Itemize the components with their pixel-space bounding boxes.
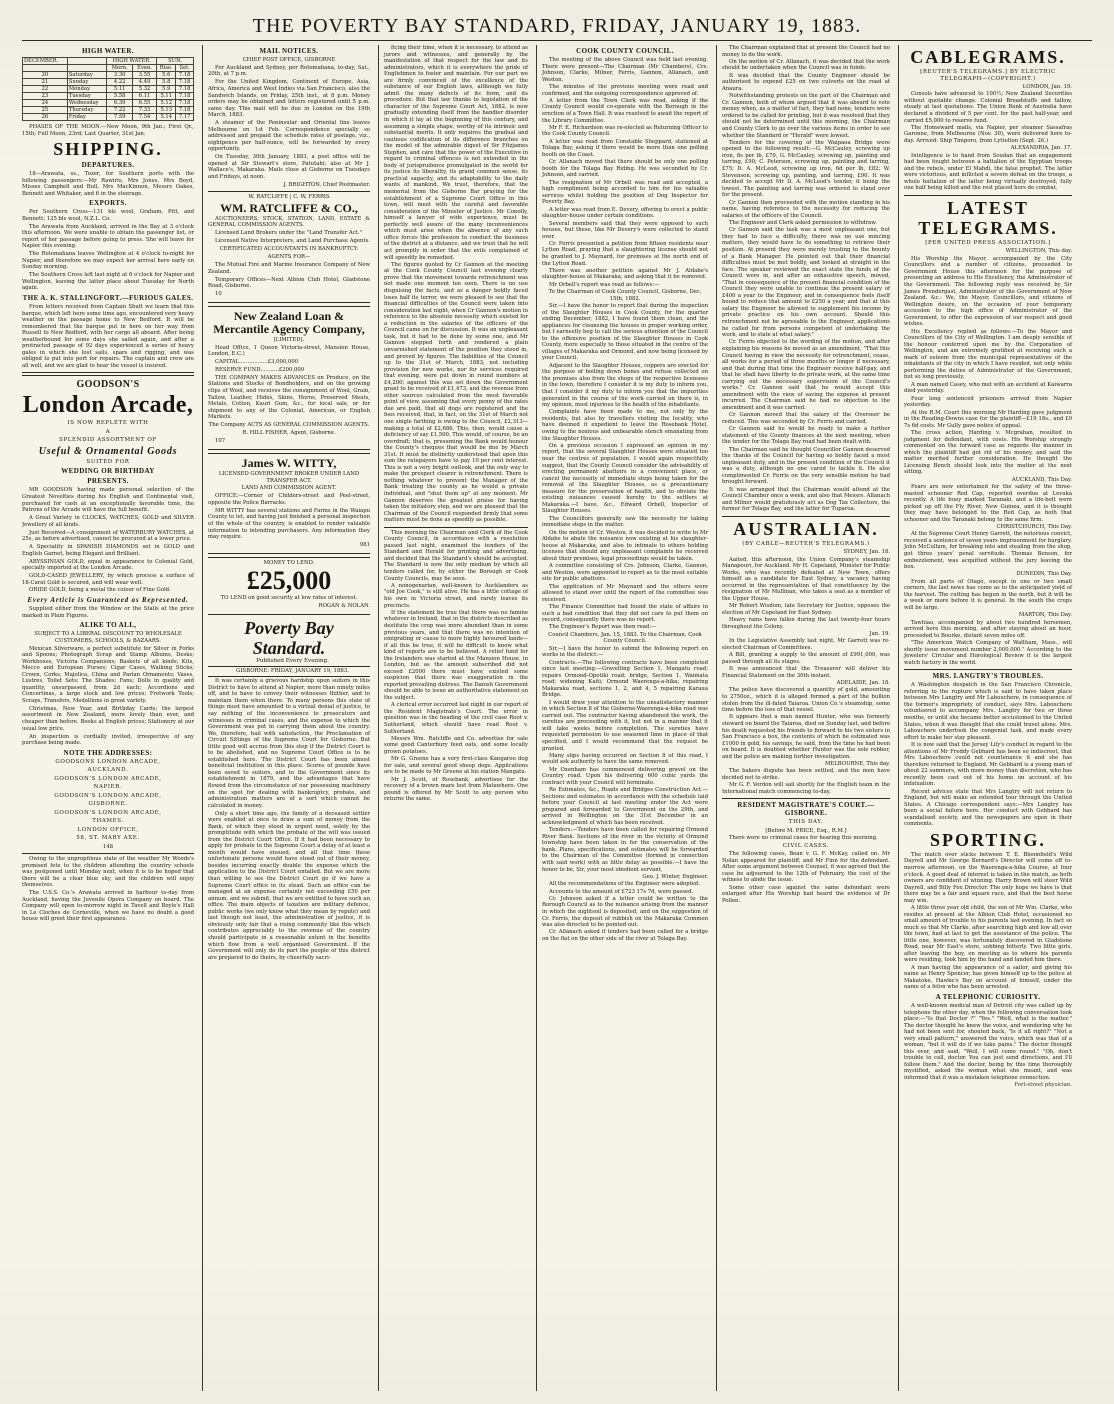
news-dateline: Jan. 19. [869, 631, 890, 638]
address-line: LONDON OFFICE, [77, 826, 139, 833]
money-amount: £25,000 [246, 566, 332, 596]
tide-row [23, 107, 194, 114]
address-line: 58, ST. MARY AXE. [76, 835, 140, 842]
tide-subheader-set: Set. [176, 65, 194, 72]
money-heading: MONEY TO LEND. [263, 559, 315, 566]
council-paragraph: Adjacent to the Slaughter Houses, coppers are erected for the purpose of boiling down bones and refuse collected on the premises also from the shops of the respective licensees in the town, therefore I consider it is my duty to inform you, that I consider it my duty to inform you that the impurities generated in the course of the work carried on there is, in my opinion, most injurious to the health of the inhabitants. [542, 362, 708, 409]
arcade-item: A Great Variety in CLOCKS, WATCHES, GOLD and SILVER Jewellery of all kinds. [22, 515, 194, 528]
news-item: From all parts of Otago, except in one or two small corners, the last news has come as to the anticipated yield of the harvest. The cutting has begun in the north, but it will be a week or more before it is general. In the south the crops will be large. [904, 578, 1072, 611]
news-dateline: ADELAIDE, Jan. 18. [836, 680, 890, 687]
rm-text: There were no criminal cases for hearing this morning. [729, 835, 878, 842]
editorial-paragraph: A clerical error occurred last night in our report of the Resident Magistrate's Court. The error in question was in the heading of the civil case Root v. Sutherland, which should have read Root v. Sutherland. [384, 702, 528, 735]
civil-text: The following cases, Bean v. G. F. McKay, called on. Mr Nolan appeared for plaintiff, and Mr Finn for the defendant. After some argument between Counsel, it was agreed that the case be adjourned to the 12th of February, the cost of the witness to abide the issue. [722, 851, 890, 884]
tide-subheader-rise: Rise. [157, 65, 176, 72]
tide-cell: 7.33 [133, 107, 157, 114]
tide-cell: 7.59 [107, 114, 133, 121]
column-5 [716, 45, 894, 1391]
editorial-paragraph: ficing their time, when it is necessary, to attend as jurors and witnesses, and generally by the manifestation of that respect for the law and its administrators, which it is everywhere the pride of Englishmen to foster and maintain. For our part we are firmly convinced of the excellence of the substance of our English laws, although we fully admit the many defects of its form, and its procedure. But that law thanks to legislation of the character of the Supreme Court Act, 1882, is now gradually extending itself from the handier disorder in which it lay at the beginning of this century, and assuming a simple shape, worthy of its intrinsic and substantial merits. It only requires the gradual and cautious codification of its difference branches on the model of the admirable digest of Sir Fitzjames Stephen, and care that the power of the Executive in regard to criminal offences is not extended in the body of jurisprudence promulgated in the world for its justice its liberality, its grand common sense, its practical sagacity, and its adaptability to the daily wants of mankind. We trust, therefore, that the memorial from the Gisborne Bar praying for the establishment of a Supreme Court Office in this town, will meet with the careful and favorable consideration of the Minister of Justice. Mr Conolly, himself a lawyer of wide experience, must be perfectly well aware of the many inconveniences which must arise when the absence of any such office forces the profession to conduct the business of the district at a distance, and we trust that he will act promptly in order that the evils complained of will speedily be remedied. [384, 45, 528, 261]
tide-cell: 7.18 [176, 86, 194, 93]
witty-name: James W. WITTY, [241, 455, 337, 470]
ratcliffe-line: Licensed Native Interpreters, and Land Purchase Agents. [215, 238, 370, 245]
tide-cell: 5.13 [157, 107, 176, 114]
nzloan-number: 107 [215, 438, 226, 445]
news-item: The Homeward mails, via Napier, per steamer Sassafras Garonne, from Melbourne (Nov. 30), were delivered here to-day. Arrived: Ship Timporo, from Lyttelton (Sept. 26.) [904, 124, 1072, 144]
news-item: Four long sentenced prisoners arrived from Napier yesterday. [904, 395, 1072, 409]
tide-cell: Wednesday [67, 100, 107, 107]
news-item: The police have discovered a quantity of gold, amounting to 2750oz., which it is alleged formed a part of the bullion stolen from the ill-fated Taiaroa. Union Co.'s steamship, some time before the loss of that vessel. [722, 687, 890, 714]
news-dateline: ALEXANDRIA, Jan. 17. [1010, 145, 1072, 152]
council-paragraph: Cr Gannon said the task was a most unpleasant one, but they had to face a difficulty, there was no use mincing matters, they would have to do something to retrieve their position. At present they were merely trusting to the bounty of a Bank Manager. He pointed out that their financial difficulties must be met boldly, and looked at straight in the face. The speaker reviewed the exact state the funds of the Council were in, and after an exhaustive speech, moved, "That in consequence of the present financial condition of the Council they were unable to continue the present salary of £400 a year to the Engineer, and in consequence feels itself bound to reduce that amount to £250 a year, and that at this salary the Engineer be allowed to supplement his income by private practice on his own account. Should this retrenchment not be agreeable to the Engineer, applications be called for from persons competent of undertaking the work, and to state at what salary." [722, 227, 890, 339]
tide-row [23, 93, 194, 100]
bottom-text: Owing to the unpropitious state of the weather Mr Woods's promised fete to the children attending the country schools was postponed until Monday next, when it is to be hoped that there will be a clear blue sky, and the children will enjoy themselves. [22, 856, 194, 889]
news-item: A man named Casey, who met with an accident at Kaiwarra died yesterday. [904, 381, 1072, 395]
column-6 [898, 45, 1076, 1391]
money-sign: ROGAN & NOLAN. [318, 603, 370, 610]
mail-signature: J. BRIGHTON, Chief Postmaster. [283, 181, 370, 188]
tide-cell: 7.18 [176, 100, 194, 107]
hawkes-text: A man having the appearance of a sailor, and giving his name as Henry Spencer, has given himself up to the police at Makatoke, Hawke's Bay on account of himself, under the name of a felon who has been arrested. [904, 964, 1072, 991]
latest-subheading: [PER UNITED PRESS ASSOCIATION.] [925, 239, 1051, 246]
tide-cell: 3.30 [107, 72, 133, 79]
council-paragraph: Sir,—I have the honor to report that during the inspection of the Slaughter Houses in Cook County, for the quarter ending December, 1882, I have found them clean, and the appliances for cleansing the houses in proper working order, but I earnestly beg to call the serious attention of the Council to the offensive position of the Slaughter Houses in Cook County, more especially to those situated in the centre of the villages of Makaraka and Ormond, and now being licensed by your Council. [542, 303, 708, 362]
exports-heading: EXPORTS. [89, 199, 127, 208]
council-paragraph: Cr. Ferris objected to the wording of the motion, and after explaining his reasons he moved as an amendment, "That this Council having in view the necessity for retrenchment, cease, all works for a period of three months or longer if necessary, and that during that time the Engineer receive half-pay, and that he shall have liberty to do private work, at the same time carrying out the necessary supervision of the Council's works." Cr. Gannon said that he would accept this amendment with the view of saving the expense at present incurred. The Chairman said he had no objection to the amendment and it was carried. [722, 339, 890, 411]
tide-cell: 4.49 [133, 79, 157, 86]
tide-cell: Tuesday [67, 93, 107, 100]
council-paragraph: The Chairman explained that at present the Council had no money to do the work. [722, 45, 890, 58]
tide-cell: 5.6 [157, 72, 176, 79]
tide-cell: Saturday [67, 72, 107, 79]
witty-line: OFFICE:—Corner of Childers-street and Peel-street, opposite the Police Barracks. [208, 493, 370, 506]
council-paragraph: The Chairman said he thought Councillor Gannon deserved the thanks of the Council for having so boldly faced a most unpleasant duty, and in the present condition of the Council it was a duty, although no one cared to tackle it. He also complimented Cr. Ferris on the very sensible motion he had brought forward. [722, 446, 890, 486]
council-paragraph: Cr. Allanach moved that there should be only one polling booth for the Tolaga Bay Riding. He was seconded by Cr. Johnson, and carried. [542, 159, 708, 179]
arcade-item: ORIDE GOLD, being a metal the colour of Fine Gold. [29, 587, 171, 594]
council-paragraph: Mr Oxenham has commenced delivering gravel on the Country road. Upon his delivering 600 cubic yards the contract with your Council will terminate. [542, 766, 708, 786]
council-paragraph: Contracts.—The following contracts have been completed since last meeting:—Gravelling Section 1, Mangatu road; repairs Ormond-Opotiki road; bridge, Section 1, Waimata road; widening Kaiti; Ormond Waerenga-a-hika; repairing Makaraka road, sections 1, 2, and 4, 5 repairing Karaua Bridge. [542, 659, 708, 699]
tide-cell: 25 [23, 107, 68, 114]
tide-row [23, 114, 194, 121]
council-paragraph: Council Chambers, Jan. 15, 1883. To the Chairman, Cook County Council. [548, 631, 702, 645]
nzloan-advert [208, 306, 370, 450]
news-item: Tawhiao, accompanied by about two hundred horsemen, arrived here this morning, and after staying about an hour, proceeded to Bourke, distant seven miles off. [904, 619, 1072, 639]
news-dateline: DUNEDIN, This Day. [1016, 571, 1072, 578]
editorial-paragraph: Mr G. Greene has a very first-class Kangaroo dog for sale, and several good sheep dogs. Applications are to be made to Mr Greene at his station Mangatu. [384, 756, 528, 776]
liberal-text: SUBJECT TO A LIBERAL DISCOUNT TO WHOLESALE CUSTOMERS, SCHOOLS, & BAZAARS. [34, 631, 182, 644]
council-closing: Cr. Johnson asked if a letter could be written to the Borough Council as to the nuisance arising from the manner in which the nightsoil is deposited, and on the suggestion of Cr. Ferris, the deposit of rubbish on the Makaraka Common was also directed to be pointed out. [542, 895, 708, 929]
witty-advert [208, 453, 370, 554]
all-to-all: ALIKE TO ALL, [79, 621, 137, 630]
tide-row [23, 72, 194, 79]
tide-cell: 7.18 [176, 72, 194, 79]
section-divider [904, 195, 1072, 196]
tide-header-date: DECEMBER. [23, 58, 68, 65]
tide-table-subheader-row [23, 65, 194, 72]
arcade-feature-line: Useful & Ornamental Goods [38, 445, 178, 457]
ratcliffe-line: Temporary Offices—Next Albion Club Hotel, Gladstone Road, Gisborne. [208, 276, 370, 290]
nzloan-capital: CAPITAL.................£3,000,000 [215, 359, 299, 366]
tide-cell: 3.55 [133, 72, 157, 79]
council-closing: Accounts to the amount of £723 17s 7d, were passed. [549, 888, 694, 895]
exports-text: Per Southern Cross—131 bls wool, Graham, Pitt, and Bennett; 125 bls wool, N.Z.L. Co. [22, 209, 194, 222]
shipping-paragraph: The Southern Cross left last night at 6 o'clock for Napier and Wellington, leaving the latter place about Tuesday for North again. [22, 272, 194, 292]
council-paragraph: Cr Gannon said he would be ready to make a further statement of the County finances at the next meeting, when the tender for the Tolaga Bay road had been dealt with. [722, 426, 890, 446]
langtry-paragraph: Recent advices state that Mrs Langtry will not return to England, but will make an extended tour through the United States. A Chicago correspondent says:—Mrs Langtry has been a social failure here. Her conduct with Gebhard has scandalised society, and the newspapers are open in their comments. [904, 788, 1072, 828]
latest-heading: LATEST TELEGRAMS. [918, 197, 1058, 238]
tide-cell: 4.22 [107, 79, 133, 86]
news-dateline: LONDON, Jan. 19. [1022, 84, 1072, 90]
accident-text: A little three year old child, the son of Mr Wm. Clarke, who resides at present at the Albion Club Hotel, occasioned no small amount of trouble to his parents last evening. In fact so much so that Mr Clarke, after searching high and low all over the town, had at last to get the assistance of the police. The little one, however, was fortunately discovered in Gladstone Road, near Mr East's store, sobbing bitterly. Two little girls, after leaving the boy, on meeting as to where his parents were residing, took him by the hand and landed him there. [904, 905, 1072, 964]
moon-phases-note: PHASES OF THE MOON.—New Moon, 9th Jan.; First Qr., 15th; Full Moon, 23rd; Last Quarter, 31st Jan. [22, 124, 194, 137]
tide-cell: 6.11 [133, 93, 157, 100]
tide-cell: 5.8 [157, 79, 176, 86]
tide-header-sun: SUN. [157, 58, 194, 65]
address-line: GOODSON'S LONDON ARCADE, [54, 809, 162, 816]
section-divider [904, 669, 1072, 670]
council-paragraph: Mr Orbell's report was read as follows:— [549, 281, 660, 288]
council-paragraph: A committee consisting of Crs. Johnson, Clarke, Gannon, and Weston, were appointed to report as to the most suitable site for public abattoirs. [542, 563, 708, 583]
news-item: Heavy rains have fallen during the last twenty-four hours throughout the Colony. [722, 617, 890, 630]
guarantee-line: Every Article is Guaranteed as Represented. [27, 596, 189, 605]
news-dateline: CHRISTCHURCH, This Day. [996, 524, 1072, 531]
news-dateline: AUCKLAND, This Day. [1011, 476, 1072, 483]
inspection-text: An inspection is cordially invited, irrespective of any purchase being made. [22, 733, 194, 747]
council-paragraph: Several members said that they were opposed to such houses, but these, like Mr Devery's were collected to stand over. [542, 220, 708, 240]
tide-cell: Sunday [67, 79, 107, 86]
council-paragraph: Sir,—I have the honor to submit the following report on works in the district:— [542, 645, 708, 659]
arcade-line: IS NOW REPLETE WITH [67, 420, 149, 427]
tide-header-high-water: HIGH WATER. [107, 58, 157, 65]
tide-subheader-morn: Morn. [107, 65, 133, 72]
news-dateline: MARTON, This Day. [1018, 612, 1072, 619]
witty-number: 981 [359, 542, 370, 548]
news-item: Consols have advanced to 100½; New Zealand Securities without quotable change. Colonial Breadstuffs and tallow, steady at last quotations. The Union Bank of Australia have declared a dividend of 5 per cent. for the past half-year, and carried £5,000 to reserve fund. [904, 91, 1072, 124]
australian-subheading: (BY CABLE—REUTER'S TELEGRAMS.) [742, 540, 870, 547]
tide-cell: 22 [23, 86, 68, 93]
nzloan-reserve: RESERVE FUND...........£200,000 [215, 367, 305, 373]
section-divider [22, 853, 194, 854]
council-paragraph: Cr Gannon then proceeded with the motion standing in his name, having reference to the necessity for reducing the salaries of the officers of the Council. [722, 199, 890, 219]
arcade-line: WEDDING OR BIRTHDAY [61, 467, 155, 476]
ratcliffe-line: AGENTS FOR— [267, 254, 311, 261]
witty-line: MR WITTY has several stations and Farms in the Waiapu County to let, and having just finished a personal inspection of the whole of the country, is enabled to render valuable information to intending purchasers. Any information they may require. [208, 507, 370, 541]
council-paragraph: The Finance Committee had found the state of affairs in such a bad condition that they did not care to put them on record, consequently there was no report. [542, 604, 708, 624]
tide-cell: 5.12 [157, 100, 176, 107]
mail-line: For Auckland and Sydney, per Rotomahana, to-day, Sat., 20th, at 7 p.m. [208, 64, 370, 78]
tide-cell: 6.39 [107, 100, 133, 107]
langtry-paragraph: A Washington despatch in the San Francisco Chronicle, referring to the rupture which is said to have taken place between Mrs Langtry and Mr Labouchere, in consequence of the former's impropriety of conduct, says Mrs. Labouchere volunteered to accompany Mrs. Langtry for two or three months, or until she became better accustomed to the United States, when it was thought that she could travel alone. Mrs. Labouchere undertook the congenial task, and made every effort to make her stay pleasant. [904, 682, 1072, 741]
council-paragraph: Cr. Ferris presented a petition from fifteen residents near Lytton Road, praying that a slaughtering license should not be granted to J. Maynard, for premises at the north end of the Lytton Road. [542, 240, 708, 267]
arcade-line: PRESENTS. [87, 477, 129, 486]
tide-cell: 5.11 [107, 86, 133, 93]
gale-text: From letters received from Captain Shutt we learn that this barque, which left here some time ago, encountered very heavy weather on the passage home to New Bedford. It will be remembered that the barque put in here on her way from Russell to New Bedford, with her cargo all aboard. After being weatherbound for some days she sailed again, and after a protracted passage of 92 days experienced a series of heavy gales in which she lost sails, spars and rigging, and was obliged to put into port for repairs. The captain and crew are all well, and we are glad to hear the vessel is insured. [22, 304, 194, 369]
tide-cell: 7.18 [176, 79, 194, 86]
tide-row [23, 86, 194, 93]
supply-text: Supplied either from the Window or the Stalls at the price marked in Plain Figures. [22, 606, 194, 619]
column-3 [378, 45, 532, 1391]
ratcliffe-line: CERTIFICATED ACCOUNTANTS IN BANKRUPTCY. [219, 246, 359, 253]
news-item: "The American Watch Company of Waltham, Mass., will shortly issue movement number 2,000,000." According to the Jewelers' Circular and Horological Review it is the largest watch factory in the world. [904, 640, 1072, 666]
council-paragraph: Cr Gannon moved that the salary of the Overseer be reduced. This was seconded by Cr. Ferris and carried. [722, 412, 890, 425]
tide-table [22, 57, 194, 121]
ratcliffe-advert [208, 191, 370, 303]
council-paragraph: Complaints have been made to me, not only by the residents, but also by travellers visiting the locality, who have deemed it expedient to leave the Rosebank Hotel, owing to the noxious and unbearable stench emanating from the Slaughter Houses. [542, 409, 708, 442]
tide-cell: 6.55 [133, 100, 157, 107]
cablegrams-subheading: [REUTER'S TELEGRAMS.] BY ELECTRIC TELEGRAPH—(COPYRIGHT.) [920, 69, 1056, 82]
column-2 [202, 45, 374, 1391]
news-item: In the Legislative Assembly last night, Mr Garrett was re-elected Chairman of Committees. [722, 638, 890, 651]
news-item: Fears are now entertained for the safety of the three-masted schooner Red Cap, reported overdue at Levuka recently. A life buoy marked Taranaki, and a life-belt were picked up off the Fly River, New Guinea, and it is thought they may have belonged to the Red Cap, as both that schooner and the Taranaki belong to the same firm. [904, 483, 1072, 523]
council-paragraph: It was decided that the County Engineer should be authorised to expend £25 on two culverts on the road at Anaura. [722, 72, 890, 92]
news-item: It appears that a man named Hunter, who was formerly steward on board the Taiaroa, died on Sunday last, and before his death requested his friends to forward to his two sisters in San Francisco a box, the contents of which he estimated was £1000 in gold, his savings, he said, from the time he had been on board. It is doubted whether Hunter was the sole robber, and the police are making further investigation. [722, 714, 890, 760]
editorial-paragraph: It was certainly a grievous hardship upon suitors in this District to have to attend at Napier, more than ninety miles off, and to have to convey their witnesses thither, and to maintain them when there. To many persons this state of things must have amounted to a virtual denial of justice, to say nothing of the inconvenience to prosecutors and witnesses in criminal cases, and the expense to which the Government was put in carrying them about the country. We, therefore, hail with satisfaction, the Proclamation of Circuit Sittings of the Supreme Court for Gisborne. But little good will accrue from this step if the District Court is to be abolished, and no Supreme Court Office is to be established here. The District Court has been almost beneficial institution in this place. Scores of pounds have been saved to suitors, and to the Government since its establishment in 1879, and the advantages that have flowed from the circumstance of our possessing machinery on the spot for dealing with bankruptcy, probate, and administration matters are of a sort which cannot be calculated in money. [208, 678, 370, 809]
news-dateline: WELLINGTON, This day. [1005, 248, 1072, 255]
section-divider [384, 527, 528, 528]
council-paragraph: On the motion of Cr. Weston, it was decided to write to Mr Aldabe to abate the nuisance now existing at his slaughter-house at Makaraka, and also to intimate to others holding licenses that should any unpleasant complaints be received about their premises, legal proceedings would be taken. [542, 529, 708, 562]
council-paragraph: A letter from the Town Clerk was read, asking if the County Council would co-operate with the Borough in the erection of a Town Hall. It was resolved to await the report of the Library Committee. [542, 97, 708, 124]
council-paragraph: A letter was read from E. Devery, offering to erect a public slaughter-house under certain conditions. [542, 206, 708, 220]
editorial-paragraph: The figures quoted by Cr Gannon at the meeting at the Cook County Council last evening clearly prove that the movement towards retrenchment was not made one moment too soon. There is no use disguising the facts, and as a danger boldly faced loses half its terror, we were pleased to see that the financial difficulties of the Council were taken into consideration last night, when Cr Gannon's motion in reference to the absolute necessity which existed for a reduction in the salaries of the officers of the Council came on for discussion. It was an unpleasant task, but it had to be done by some one, and Mr Gannon stepped forth and rendered a plain unvarnished statement of the position they stood in, and proved by figures. The liabilities of the Council up to the 31st of March, 1883, not including provision for new works, nor for services required that evening, were put down in round numbers at £4,200; against this was set down the Government grant to be received of £1,473, and the revenue from other sources calculated from the most favorable point of view, assuming that every penny of the rates due are paid, that all dogs are registered and the fees received, that, in fact, on the 31st of March not one single farthing is owing to the Council, £2,313—making a total of £2,686. This, then, would cause a deficiency of say £1,500. This would, of course, be an overdraft; that is, presuming the Bank would honour the County's cheques that would be due by March 31st. It must be distinctly understood that upon this sum the ratepayers have to pay 10 per cent interest. This is not a very bright outlook, and the only way to make the prospect clearer is retrenchment. There is nothing whatever to prevent the Manager of the Bank treating the county as he would a private individual, and "shut them up" at any moment. Mr Gannon deserves the greatest praise for having taken the initiatory step, and we are pleased that the Chairman of the Council responded firmly that some matters must be done as speedily as possible. [384, 261, 528, 524]
goodson-heading: GOODSON'S [76, 379, 140, 391]
address-line: GISBORNE. [88, 801, 128, 808]
addresses-heading: NOTE THE ADDRESSES: [63, 748, 153, 757]
tide-subheader-blank-1 [23, 65, 68, 72]
ratcliffe-line: AUCTIONEERS, STOCK, STATION, LAND, ESTATE & GENERAL COMMISSION AGENTS. [208, 215, 370, 229]
australian-heading: AUSTRALIAN. [733, 518, 879, 539]
tide-cell: Thursday [67, 107, 107, 114]
address-line: GOODSON'S LONDON ARCADE, [54, 775, 162, 782]
news-item: The bakers dispute has been settled, and the men have decided not to strike. [722, 768, 890, 781]
council-paragraph: It was arranged that the Chairman would attend at the Council Chamber once a week, and also that Messrs. Allanach and Milner would gratuitously act as Dog Tax Collectors, the former for Tolaga Bay, and the latter for Tuparoa. [722, 486, 890, 513]
council-paragraph: There was another petition against Mr J. Aldabe's slaughter-house at Makaraka, and asking that it be removed. [542, 267, 708, 281]
paper-title: Poverty Bay Standard. [244, 618, 334, 659]
tide-cell: 20 [23, 72, 68, 79]
tide-table-header-row [23, 58, 194, 65]
tide-cell: 7.17 [176, 114, 194, 121]
mexican-text: Mexican Silverware, a perfect substitute for Silver in Forks and Spoons; Photograph Scrap and Stamp Albums, Desks; Workboxes, Victoria Companions; Baskets of all kinds; Kits, Mecco and European Purses; Cigar Cases, Walking Sticks; Crown, Corks, Majolica, China and Parian Ornaments; Vases, Lustres, Toilet Sets; The Shades; Fans; Dolls in quality and quantity, unsurpassed, from 2d each; Accordions and Concertinas, a large stock and low prices; Fretwork Tools; Scraps, Transfers, Medallions in great variety. [22, 645, 194, 704]
column-4 [536, 45, 712, 1391]
civil-text: Some other case against the same defendant were enlarged after His Worship had heard the evidence of Dr Pollen. [722, 884, 890, 904]
date-line: GISBORNE: FRIDAY, JANUARY 19, 1883. [208, 666, 370, 677]
council-paragraph: To the Chairman of Cook County Council, Gisborne, Dec. 15th, 1882. [548, 289, 702, 302]
council-paragraph: Many slips having occurred on Section 8 of this road, I would ask authority to have the same removed. [542, 752, 708, 766]
shipping-heading: SHIPPING. [53, 139, 163, 160]
mail-line: On Tuesday, 30th January, 1883, a post office will be opened at Sir Stewart's store, Patutahi; also at Mr J. Wallace's, Makaraka. Mails close at Gisborne on Tuesdays and Fridays, at noon. [208, 154, 370, 180]
news-item: Intelligence is to hand from Soudan that an engagement had been fought between a battalion of the Egyptian troops and the rebels, under El Mahdi, the false prophet. The latter were victorious, and inflicted a severe defeat on the troops, a whole battalion of the latter being virtually destroyed, fully one half being killed and the rest placed hors de combat. [904, 152, 1072, 192]
tide-cell: Friday [67, 114, 107, 121]
council-closing: Cr. Allanach asked if tenders had been called for a bridge on the flat on the other side of the river at Tolaga Bay. [542, 929, 708, 942]
tide-subheader-blank-2 [67, 65, 107, 72]
section-divider [722, 798, 890, 799]
arcade-item: ABYSSINIAN GOLD, equal in appearance to Colonial Gold, specially imported at the London Arcade. [22, 558, 194, 572]
nzloan-sub: [LIMITED]. [273, 337, 305, 344]
tide-row [23, 79, 194, 86]
crease-text: Fort-street physician. [1014, 1082, 1072, 1089]
arcade-item: GOLD-CASED JEWELLERY, by which process a surface of 18-Carat Gold is secured, and will wear well. [22, 573, 194, 586]
news-item: Mr Robert Wisdom, late Secretary for Justice, opposes the election of Mr Copeland for East Sydney. [722, 603, 890, 616]
masthead-title: THE POVERTY BAY STANDARD, FRIDAY, JANUARY 19, 1883. [22, 12, 1092, 41]
nzloan-line: R. HILL FISHER, Agent, Gisborne. [242, 430, 336, 437]
sporting-text: The match over sticks between T. E. Bloomfield's Wild Dayrell and Mr George Bernard's Director will come off to-morrow afternoon, on the Waerenga-a-hika Course, at four o'clock. A good deal of interest is taken in the match, as both owners are confident of winning. Harry Brown will steer Wild Dayrell, and Billy Fox Director. The only hope we have is that there may be a fair and square race, and that the best horse may win. [904, 851, 1072, 904]
council-paragraph: A letter was read from Constable Sheppard, stationed at Tolaga Bay, asking if there would be more than one polling booth on the Coast. [542, 138, 708, 158]
editorial-paragraph: Messrs Wm. Ratcliffe and Co. advertise for sale some good Canterbury feed oats, and some locally grown potatoes. [384, 735, 528, 755]
arcade-item: Just Received—A consignment of WATERBURY WATCHES, at 25s, as before advertised, cannot be procured at a lower price. [22, 529, 194, 543]
council-paragraph: I would draw your attention to the unsatisfactory manner in which Section 8 of the Gisborne-Waerenga-a-hika road was carried out. The contractor having abandoned the work, the sureties are proceeding with it, but not in a manner that it will take weeks before completion. The sureties have requested permission to use seasoned lime in place of that specified, and I would recommend that the request be granted. [542, 699, 708, 752]
ad-number: 148 [102, 843, 114, 850]
mail-line: A steamer of the Peninsular and Oriental line leaves Melbourne on 1st Feb. Correspondence specially so addressed and prepaid the schedule rates of postage, viz., eightpence per half-ounce, will be forwarded by every opportunity. [208, 120, 370, 153]
tide-cell: 5.9 [157, 86, 176, 93]
nzloan-line: Head Office, 1 Queen Victoria-street, Mansion House, London, E.C.) [208, 344, 370, 358]
tide-cell: 7.22 [107, 107, 133, 114]
council-paragraph: The Engineer's Report was then read:— [549, 624, 657, 631]
arcade-line: SPLENDID ASSORTMENT OF [59, 437, 157, 444]
telephone-heading: A TELEPHONIC CURIOSITY. [935, 993, 1041, 1001]
news-item: A Bill, granting a supply to the amount of £991,000, was passed through all its stages. [722, 652, 890, 665]
editorial-paragraph: If the statement be true that there was no famine whatever in Ireland, that in the districts described as destitute the crop was more abundant than in some previous years, and that there was no intention of emigrating or cause to more highly favoured lands—if all this be true, it will be difficult to know what kind of reports are to be believed. A relief fund for the Irelanders was started at the Mansion House, in London, but as the amount subscribed did not exceed £2000 there must have existed some suspicion that there was exaggeration in the reported prevailing distress. The Danish Government should be able to issue an authoritative statement on the subject. [384, 609, 528, 701]
ratcliffe-line: Licensed Land Brokers under the "Land Transfer Act." [215, 230, 362, 237]
editorial-paragraph: Only a short time ago, the family of a deceased settler were enabled at once to draw a sum of money from the Bank, of which they stood in urgent need, solely by the promptitude with which the probate of the will was issued from the District Court Office. If it had been necessary to apply for probate to the Supreme Court a delay of at least a month would have ensued, and all that time these unfortunate persons would have stood out of their money, besides incurring exactly double the expense which the application to the District Court entailed. But we are more than willing to see the District Court go if we have a Supreme Court office in its stead. Such an office can be managed at an expense certainly not exceeding £50 per annum, and we submit, that we are entitled to have such an office. The main objects of taxation are military defence, public works (we only know what they mean by repute) and last though not least, the administration of justice, it is obviously only fair that a rising community like this which contributes appreciably to the revenue of the country should participate in a reasonable extent in the benefits which flow from a well organised Government. If the Government will only do its part the people of this district are prepared to do theirs, by cheerfully sacri- [208, 810, 370, 961]
news-item: It was announced that the Treasurer will deliver his Financial Statement on the 30th instant. [722, 666, 890, 679]
tide-cell: 23 [23, 93, 68, 100]
council-heading: COOK COUNTY COUNCIL. [576, 47, 674, 55]
rm-subheading: THIS DAY. [788, 819, 824, 826]
tide-cell: 21 [23, 79, 68, 86]
money-side: TO LEND on good security at low rates of interest. [220, 595, 358, 602]
tide-cell: 24 [23, 100, 68, 107]
news-item: His Worship the Mayor, accompanied by the City Councillors and a number of citizens, proceeded to Government House this afternoon for the purpose of presenting an address to His Excellency, the Administrator of the Government. The following reply was received by Sir James Prendergast, Administrator of the Government of New Zealand. &c.: We, the Mayor, Councillors, and citizens of Wellington desire, on the occasion of your temporary accession to the high office of Administrator of the Government, to offer the expression of our respect and good wishes. [904, 255, 1072, 328]
mail-heading: MAIL NOTICES. [259, 47, 319, 55]
section-divider [22, 372, 194, 376]
witty-line: LAND AND COMMISSION AGENT. [241, 485, 337, 492]
gale-heading: THE A. K. STALLINGFORT.—FURIOUS GALES. [22, 294, 194, 303]
council-paragraph: On a previous occasion I expressed an opinion in my report, that the several Slaughter Houses were situated too near the centres of population. I would again respectfully suggest, that the County Council consider the advisability of erecting permanent abattoirs in a convenient place, or cancel the necessity of immediate steps being taken for the removal of the Slaughter Houses, as a precautionary measure for the preservation of health, and to obviate the existing nuisances caused hereby to the settlers at Makaraka.—I have, &c., Edward Orbell, Inspector of Slaughter Houses. [542, 442, 708, 515]
council-paragraph: Notwithstanding protests on the part of the Chairman and Cr. Gannon, both of whom argued that it was absurd to vote money when, as a matter of fact, they had none, tenders were ordered to be called for printing, but it was resolved that they should not be determined until this morning, the Chairman and County Clerk to go over the various items in order to see whether the Standard or "Herald" were lowest. [722, 93, 890, 139]
shipping-paragraph: The Rotomahana leaves Wellington at 4 o'clock to-night for Napier, and therefore we may expect her arrival here early on Sunday morning. [22, 251, 194, 271]
address-line: GOODSON'S LONDON ARCADE, [54, 792, 162, 799]
tide-cell: 7.18 [176, 107, 194, 114]
council-paragraph: The minutes of the previous meeting were read and confirmed, and the outgoing correspondence approved of. [542, 83, 708, 97]
langtry-heading: MRS. LANGTRY'S TROUBLES. [932, 672, 1044, 681]
news-item: Mr G. F. Verdon will sail shortly for the English team in the International match commencing to-day. [722, 782, 890, 795]
column-1 [22, 45, 198, 1391]
tide-row [23, 100, 194, 107]
tide-cell: 26 [23, 114, 68, 121]
published-line: Published Every Evening. [256, 658, 329, 665]
news-item: The cross action, Harding v. Mcgrahan, resulted in judgment for defendant, with costs. His Worship strongly commented on the forward case as regards the manner in which the plaintiff had got rid of his money, and said the matter merited further consideration. He thought the Licensing Bench should look into the matter at the next sitting. [904, 429, 1072, 476]
money-advert [208, 557, 370, 615]
council-paragraph: On the motion of Cr. Allanach, it was decided that the work should be undertaken when the Council was in funds. [722, 58, 890, 72]
address-line: AUCKLAND. [87, 767, 129, 774]
nzloan-line: THE COMPANY MAKES ADVANCES on Produce, on the Stations and Stocks of Bondholders, and on the growing clips of Wool, and receives the consignment of Wool, Grain, Tallow, Leather, Hides, Skins, Horns, Preserved Meats, Metals, Cotton, Kauri Gum, &c., for local sale, or for shipment to any of the Colonial, American, or English Markets. [208, 374, 370, 421]
council-paragraph: Mr F. E. Richardson was re-elected as Returning Officer to the Cook County Council. [542, 124, 708, 138]
tide-cell: 7.18 [176, 93, 194, 100]
tide-cell: 7.54 [133, 114, 157, 121]
ratcliffe-topline: W. RATCLIFFE | C. W. FERRIS [248, 194, 330, 201]
section-divider [722, 516, 890, 517]
council-paragraph: The Engineer and Clerk asked permission to withdraw. [729, 220, 877, 226]
arcade-text: MR GOODSON having made personal selection of the Greatest Novelties during his English and Continental visit, purchased for cash at an exceptionally favorable time, the Patrons of the Arcade will have the full benefit. [22, 487, 194, 514]
civil-heading: CIVIL CASES. [782, 842, 830, 849]
nzloan-line: The Company ACTS AS GENERAL COMMISSION AGENTS. [208, 422, 370, 429]
council-paragraph: Re Estimates, &c., Roads and Bridges Construction Act.—Sections and estimates in accordance with the schedule laid before your Council at last meeting under the Act were prepared and forwarded to Government on the 29th, and arrived in Wellington on the 31st December in an acknowledgment of which has been received. [542, 787, 708, 826]
council-paragraph: The resignation of Mr Orbell was read and accepted, a high compliment being accorded to him for his valuable services whilst holding the position of Dog Inspector for Poverty Bay. [542, 179, 708, 206]
shipping-paragraph: The Arawata from Auckland, arrived in the Bay at 3 o'clock this afternoon. We were unable to obtain the passenger list, or report of her passage before going to press. She will leave for Napier this evening. [22, 223, 194, 250]
editorial-paragraph: A nonogenarian, well-known to Aucklanders as "old Joe Cook," is still alive. He has a little cottage of his own in Victoria street, and rarely leaves its precincts. [384, 582, 528, 609]
rm-before: [Before M. PRICE, Esq., R.M.] [765, 827, 847, 834]
tide-subheader-even: Even. [133, 65, 157, 72]
tide-cell: Monday [67, 86, 107, 93]
tide-header-spacer [67, 58, 107, 65]
langtry-paragraph: It is now said that the Jersey Lily's conduct in regard to the attentions of Mr Freddy Gebhard has been so indiscreet, that Mrs Labouchere could not countenance it and she has therefore returned to England. Mr Gebhard is a young man of about 22 summers, with more money than discretion, who has recently been cast out of his home on account of his infatuation. [904, 742, 1072, 788]
arcade-item: A Speciality in SPANISH DIAMONDS set in GOLD and English Garnet, being Elegant and Brilliant. [22, 544, 194, 557]
address-line: NAPIER. [93, 784, 123, 791]
page-columns [22, 45, 1092, 1391]
arcade-heading: London Arcade, [22, 392, 194, 419]
news-item: At the R.M. Court this morning Mr Harding gave judgment in the Reading-Downs case for the plaintiff—£19 18s., and £9 7s 6d costs. Mr Gully gave notice of appeal. [904, 409, 1072, 429]
news-dateline: SYDNEY, Jan. 18. [843, 549, 890, 556]
sporting-heading: SPORTING. [930, 829, 1046, 850]
council-paragraph: Tenders.—Tenders have been called for repairing Ormond River Bank. Sections of the river in the vicinity of Ormond township have been taken in for the conservation of the bank. Plans, specifications, and estimates will be forwarded to the Chairman of the Committee (formed in connection with said work) with as little delay as possible.—I have the honor to be, Sir, your most obedient servant, [542, 827, 708, 873]
bottom-text: The U.S.S. Co.'s Arawata arrived in harbour to-day from Auckland, having the Juvenile Opera Company on board. The Company will open to-morrow night in Tavell and Boyle's Hall in Le Cloches de Corneville, when we have no doubt a good house will greet their first appearance. [22, 890, 194, 923]
telephone-text: A well-known medical man of Detroit city was called up by telephone the other day, when the following conversation took place:—"Is that Doctor ?" "Yes." "Well, what is the matter." The doctor thought he knew the voice, and wondering why he had not been sent for, shouted back, "Is it all right?" "Not a very small pattern," answered the voice, which was that of a woman, "but it will do if we take pains." The doctor thought this over, and said, "Well, I will come round." "Oh, don't trouble to call, doctor. You can just send directions, and I'll follow them." And the doctor, being by this time thoroughly mystified, asked the woman what she meant, and was informed that it was a mistaken telephone connection. [904, 1003, 1072, 1082]
news-item: At the Supreme Court Henry Garrett, the notorious convict, received a sentence of seven years imprisonment for burglary. John McCullum, for breaking into and stealing from the shop, got three years' penal servitude. Thomas Benson, for embezzlement, was acquitted without the jury leaving the box. [904, 531, 1072, 571]
council-paragraph: Tenders for the covering of the Waipaoa Bridge were opened to the following result:—G. McCauley, screwing up iron, 8s per lb, £70, G. McCauley, screwing up, painting and tarring, £90; C. Peterson, screwing up, painting and tarring, £75; D. A. McLeod, screwing up iron, 6d per lb, £82; W. Stevenson, screwing up, painting, and tarring, £90. It was decided to accept Mr D. A. McLeod's tender, it being the lowest. The painting and tarring was ordered to stand over for the present. [722, 139, 890, 199]
xmas-text: Christmas, New Year, and Birthday Cards; the largest assortment in New Zealand, more lovely than ever, and cheaper than before. Books at English prices; Stationery at our usual low price. [22, 705, 194, 732]
council-closing: All the recommendations of the Engineer were adopted. [549, 881, 700, 888]
mail-line: For the United Kingdom, Continent of Europe, Asia, Africa, America and West Indies via San Francisco, also the Sandwich Islands, on Friday, 25th inst., at 8 p.m. Money orders may be obtained and letters registered until 5 p.m. same day. This mail will be due in London on the 19th March, 1883. [208, 79, 370, 119]
mail-line: CHIEF POST OFFICE, GISBORNE [242, 57, 336, 63]
arcade-line: SUITED FOR [86, 458, 130, 465]
news-item: Aaited, this afternoon, the Union Company's steamship Manapouri, for Auckland. Mr H. Copeland, Minister for Public Works, who was recently defeated at New Town, offers himself as a candidate for East Sydney, a vacancy having occurred in the representation of that constituency by the resignation of Mr Mullinan, who takes a seat as a member of the Upper House. [722, 556, 890, 602]
tide-cell: 5.58 [107, 93, 133, 100]
address-line: GOODSONS LONDON ARCADE, [55, 758, 161, 765]
nzloan-name: New Zealand Loan & Mercantile Agency Company, [213, 309, 365, 337]
council-paragraph: The meeting of the above Council was held last evening. There were present—The Chairman (Mr Chambers), Crs. Johnson, Clarke, Milner, Ferris, Gannon, Allanach, and Weston. [542, 57, 708, 83]
arcade-line: A [105, 428, 111, 435]
council-paragraph: The Councillors generally saw the necessity for taking immediate steps in the matter. [542, 515, 708, 529]
address-line: THAMES. [92, 818, 124, 825]
tide-heading: HIGH WATER. [82, 47, 134, 55]
tide-cell: 5.14 [157, 114, 176, 121]
council-paragraph: The application of Mr Maynard and the others were allowed to stand over until the report of the committee was received. [542, 583, 708, 603]
departures-heading: DEPARTURES. [81, 161, 135, 170]
engineer-signature: Geo. J. Winter, Engineer. [642, 873, 708, 880]
tide-cell: 5.11 [157, 93, 176, 100]
ratcliffe-number: 10 [215, 291, 222, 298]
rm-heading: RESIDENT MAGISTRATE'S COURT.—GISBORNE. [737, 801, 875, 818]
ratcliffe-name: WM. RATCLIFFE & CO., [220, 200, 358, 215]
ratcliffe-line: The Mutual Fire and Marine Insurance Company of New Zealand. [208, 262, 370, 275]
news-item: His Excellency replied as follows:—To the Mayor and Councillors of the City of Wellington. I am deeply sensible of the honour conferred upon me by the Corporation of Wellington, and am extremely gratified at receiving such a mark of esteem from the municipal representatives of the inhabitants of the city in which I have resided, not only while performing the duties of Administrator of the Government, but so long previously. [904, 328, 1072, 381]
news-dateline: MELBOURNE, This day. [824, 761, 890, 768]
departures-text: 18—Arawata, ss., Tozer, for Southern ports with the following passengers:—Mr Rawiris, Mrs Jones, Mrs Boyd, Misses Campbell and Bull, Mrs MacKinnon, Messrs Oakes, Bennett and Whitaker, and 6 in the steerage. [22, 171, 194, 197]
cablegrams-heading: CABLEGRAMS. [910, 47, 1066, 67]
editorial-paragraph: Mr J. Scott, of Rosebank, advertises for the recovery of a brown mare lost from Matawhero. One pound is offered by Mr Scott to any person who returns the same. [384, 776, 528, 803]
tide-cell: 5.32 [133, 86, 157, 93]
editorial-paragraph: This morning the Chairman and Clerk of the Cook County Council, in accordance with a resolution passed last night, examined the tenders of the Standard and Herald for printing and advertising, and decided that the Standard's should be accepted. The Standard is now the only medium by which all tenders called for, by either the Borough or Cook County Councils, may be seen. [384, 529, 528, 582]
witty-line: LICENSED GOVERNMENT BROKER UNDER LAND TRANSFER ACT. [218, 470, 360, 484]
